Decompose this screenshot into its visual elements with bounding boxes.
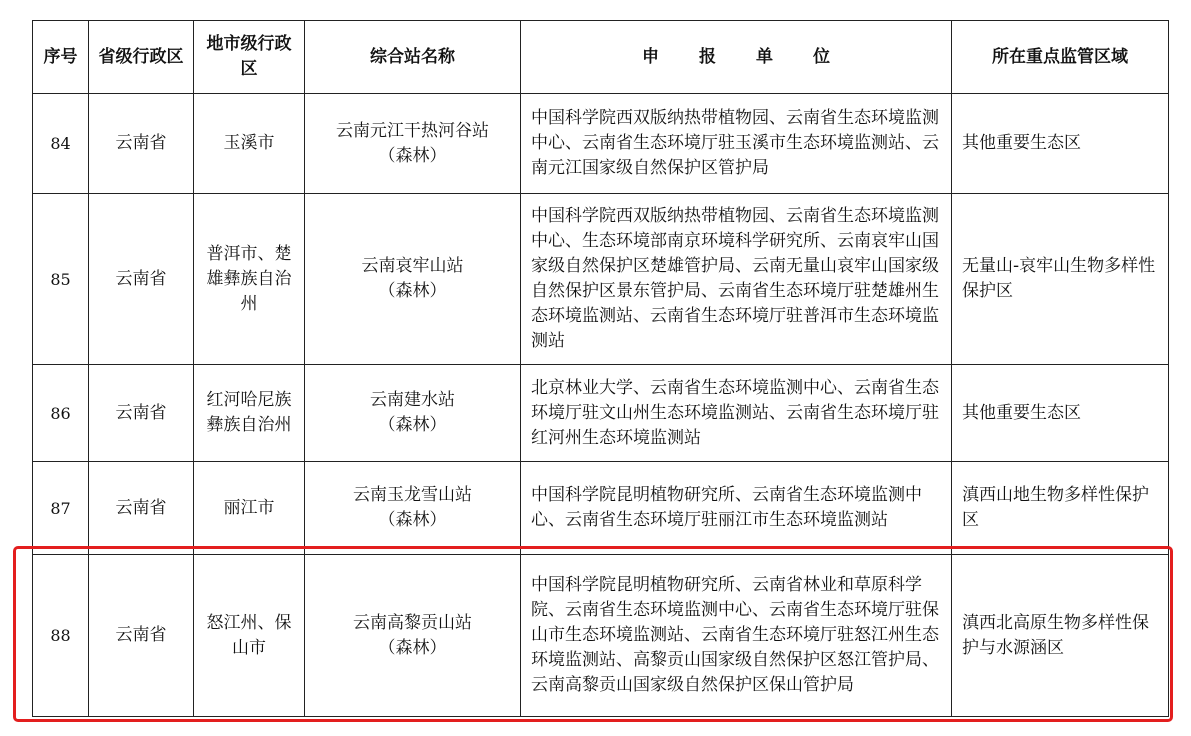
header-applicant: 申报单位 [521, 21, 952, 94]
row-station [305, 462, 521, 555]
row-applicant: 中国科学院西双版纳热带植物园、云南省生态环境监测中心、生态环境部南京环境科学研究所、云南哀牢山国家级自然保护区楚雄管护局、云南无量山哀牢山国家级自然保护区景东管护局、云南省生态环境厅驻楚雄州生态环境监测站、云南省生态环境厅驻普洱市生态环境监测站 [521, 194, 952, 365]
row-seq: 85 [33, 194, 89, 365]
row-seq: 88 [33, 555, 89, 717]
header-seq: 序号 [33, 21, 89, 94]
station-name: 云南高黎贡山站 [353, 612, 472, 633]
row-area: 滇西北高原生物多样性保护与水源涵区 [952, 555, 1169, 717]
station-name: 云南玉龙雪山站 [353, 485, 472, 505]
row-applicant: 中国科学院昆明植物研究所、云南省林业和草原科学院、云南省生态环境监测中心、云南省生态环境厅驻保山市生态环境监测站、云南省生态环境厅驻怒江州生态环境监测站、高黎贡山国家级自然保护区怒江管护局、云南高黎贡山国家级自然保护区保山管护局 [521, 555, 952, 717]
table-row [33, 462, 1169, 555]
header-area: 所在重点监管区域 [952, 21, 1169, 94]
row-seq: 86 [33, 365, 89, 462]
row-applicant: 中国科学院西双版纳热带植物园、云南省生态环境监测中心、云南省生态环境厅驻玉溪市生态环境监测站、云南元江国家级自然保护区管护局 [521, 94, 952, 194]
row-city: 普洱市、楚雄彝族自治州 [194, 194, 305, 365]
row-station [305, 194, 521, 365]
row-city: 红河哈尼族彝族自治州 [194, 365, 305, 462]
row-seq: 84 [33, 94, 89, 194]
station-type: （森林） [378, 510, 447, 530]
table-header-row [33, 21, 1169, 94]
row-area: 其他重要生态区 [952, 94, 1169, 194]
row-area: 其他重要生态区 [952, 365, 1169, 462]
station-type: （森林） [378, 145, 447, 166]
row-seq: 87 [33, 462, 89, 555]
row-province: 云南省 [89, 365, 194, 462]
table-row [33, 365, 1169, 462]
row-station [305, 365, 521, 462]
row-province: 云南省 [89, 555, 194, 717]
row-area: 滇西山地生物多样性保护区 [952, 462, 1169, 555]
row-city: 丽江市 [194, 462, 305, 555]
station-name: 云南建水站 [370, 390, 455, 410]
station-name: 云南元江干热河谷站 [336, 120, 489, 141]
station-name: 云南哀牢山站 [361, 256, 464, 276]
row-station [305, 555, 521, 717]
station-type: （森林） [378, 637, 447, 658]
header-city: 地市级行政区 [194, 21, 305, 94]
table-row [33, 555, 1169, 717]
row-province: 云南省 [89, 462, 194, 555]
row-city: 怒江州、保山市 [194, 555, 305, 717]
row-city: 玉溪市 [194, 94, 305, 194]
station-type: （森林） [378, 415, 447, 435]
table-row [33, 194, 1169, 365]
row-station [305, 94, 521, 194]
station-type: （森林） [378, 281, 447, 301]
header-province: 省级行政区 [89, 21, 194, 94]
row-applicant: 中国科学院昆明植物研究所、云南省生态环境监测中心、云南省生态环境厅驻丽江市生态环境监测站 [521, 462, 952, 555]
row-province: 云南省 [89, 194, 194, 365]
row-applicant: 北京林业大学、云南省生态环境监测中心、云南省生态环境厅驻文山州生态环境监测站、云南省生态环境厅驻红河州生态环境监测站 [521, 365, 952, 462]
header-station: 综合站名称 [305, 21, 521, 94]
row-area: 无量山-哀牢山生物多样性保护区 [952, 194, 1169, 365]
station-table [32, 20, 1169, 717]
table-row [33, 94, 1169, 194]
row-province: 云南省 [89, 94, 194, 194]
